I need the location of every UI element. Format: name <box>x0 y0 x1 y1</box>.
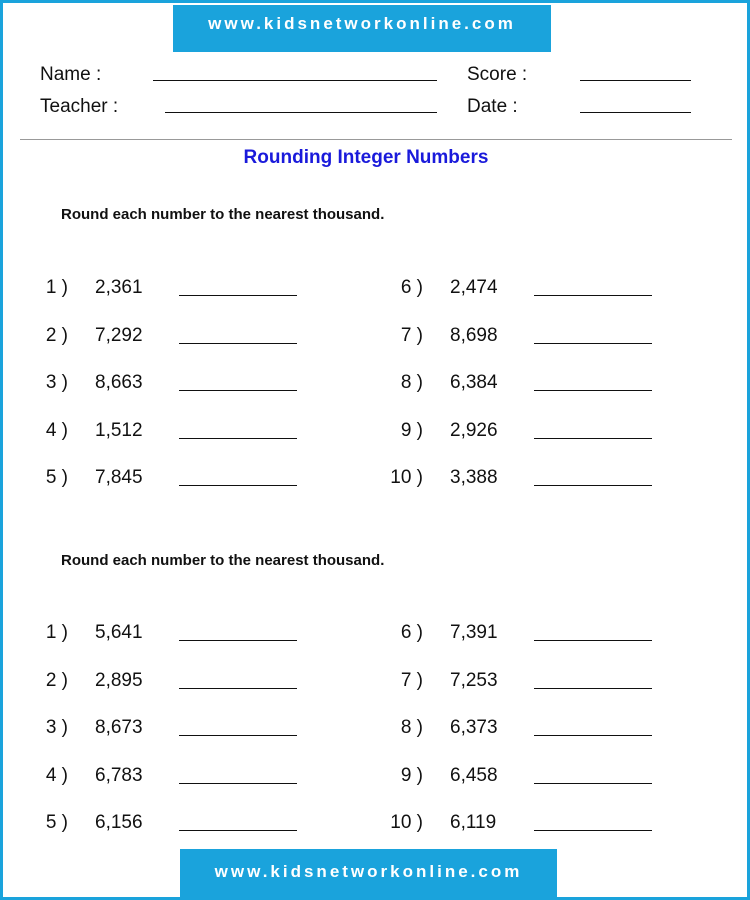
section-2-question-2-value: 2,895 <box>95 669 143 691</box>
section-1-question-1-value: 2,361 <box>95 277 143 298</box>
section-1-question-4-value: 1,512 <box>95 419 143 441</box>
section-2-question-3-number: 3 ) <box>45 717 68 738</box>
section-2-question-8-number: 8 ) <box>400 717 423 738</box>
section-2-question-4-value: 6,783 <box>95 764 143 786</box>
section-2-question-5-number: 5 ) <box>45 812 68 833</box>
section-2-question-10-answer-line[interactable] <box>534 830 652 831</box>
section-1-question-5-number: 5 ) <box>45 467 68 488</box>
section-2-question-3-value: 8,673 <box>95 717 143 738</box>
section-2-question-9-number: 9 ) <box>400 764 423 786</box>
section-2-question-10-value: 6,119 <box>450 812 497 833</box>
section-1-question-1-answer-line[interactable] <box>179 295 297 296</box>
header-divider <box>20 139 732 140</box>
section-2-instruction: Round each number to the nearest thousand. <box>61 552 385 569</box>
section-1-question-2-number: 2 ) <box>45 324 68 346</box>
section-2-question-10-number: 10 ) <box>390 812 423 833</box>
section-2-question-1-answer-line[interactable] <box>179 640 297 641</box>
section-1-question-9-answer-line[interactable] <box>534 438 652 439</box>
section-2-question-8-value: 6,373 <box>450 717 498 738</box>
section-2-question-4-number: 4 ) <box>45 764 68 786</box>
section-2-question-5-value: 6,156 <box>95 812 143 833</box>
section-2-question-8-answer-line[interactable] <box>534 735 652 736</box>
section-2-question-1-number: 1 ) <box>45 622 68 643</box>
section-1-question-5-value: 7,845 <box>95 467 143 488</box>
section-1-question-4-answer-line[interactable] <box>179 438 297 439</box>
section-2-question-9-answer-line[interactable] <box>534 783 652 784</box>
section-1-question-4-number: 4 ) <box>45 419 68 441</box>
section-1-question-3-answer-line[interactable] <box>179 390 297 391</box>
section-1-question-10-answer-line[interactable] <box>534 485 652 486</box>
section-2-question-6-answer-line[interactable] <box>534 640 652 641</box>
section-2-question-7-number: 7 ) <box>400 669 423 691</box>
bottom-site-banner: www.kidsnetworkonline.com <box>180 849 557 897</box>
name-label: Name : <box>40 64 102 85</box>
section-1-question-1-number: 1 ) <box>45 277 68 298</box>
section-2-question-6-value: 7,391 <box>450 622 498 643</box>
score-field[interactable] <box>580 80 691 81</box>
section-1-question-9-value: 2,926 <box>450 419 498 441</box>
section-1-question-8-answer-line[interactable] <box>534 390 652 391</box>
section-1-question-5-answer-line[interactable] <box>179 485 297 486</box>
section-2-question-7-answer-line[interactable] <box>534 688 652 689</box>
section-1-question-3-number: 3 ) <box>45 372 68 393</box>
section-1-question-6-value: 2,474 <box>450 277 498 298</box>
teacher-field[interactable] <box>165 112 437 113</box>
section-1-question-2-value: 7,292 <box>95 324 143 346</box>
section-1-question-7-value: 8,698 <box>450 324 498 346</box>
section-2-question-5-answer-line[interactable] <box>179 830 297 831</box>
section-1-question-7-answer-line[interactable] <box>534 343 652 344</box>
section-1-question-10-number: 10 ) <box>390 467 423 488</box>
date-label: Date : <box>467 96 518 117</box>
section-1-question-10-value: 3,388 <box>450 467 498 488</box>
score-label: Score : <box>467 64 528 85</box>
section-2-question-7-value: 7,253 <box>450 669 498 691</box>
teacher-label: Teacher : <box>40 96 119 117</box>
section-2-question-4-answer-line[interactable] <box>179 783 297 784</box>
section-1-question-8-number: 8 ) <box>400 372 423 393</box>
section-1-question-6-answer-line[interactable] <box>534 295 652 296</box>
section-1-question-7-number: 7 ) <box>400 324 423 346</box>
section-1-question-9-number: 9 ) <box>400 419 423 441</box>
section-2-question-1-value: 5,641 <box>95 622 143 643</box>
section-1-question-6-number: 6 ) <box>400 277 423 298</box>
section-2-question-3-answer-line[interactable] <box>179 735 297 736</box>
section-2-question-6-number: 6 ) <box>400 622 423 643</box>
section-1-instruction: Round each number to the nearest thousand. <box>61 206 385 223</box>
section-2-question-9-value: 6,458 <box>450 764 498 786</box>
date-field[interactable] <box>580 112 691 113</box>
section-1-question-3-value: 8,663 <box>95 372 143 393</box>
section-1-question-2-answer-line[interactable] <box>179 343 297 344</box>
name-field[interactable] <box>153 80 437 81</box>
worksheet-title: Rounding Integer Numbers <box>243 147 489 168</box>
top-site-banner: www.kidsnetworkonline.com <box>173 5 551 52</box>
section-1-question-8-value: 6,384 <box>450 372 498 393</box>
section-2-question-2-number: 2 ) <box>45 669 68 691</box>
section-2-question-2-answer-line[interactable] <box>179 688 297 689</box>
